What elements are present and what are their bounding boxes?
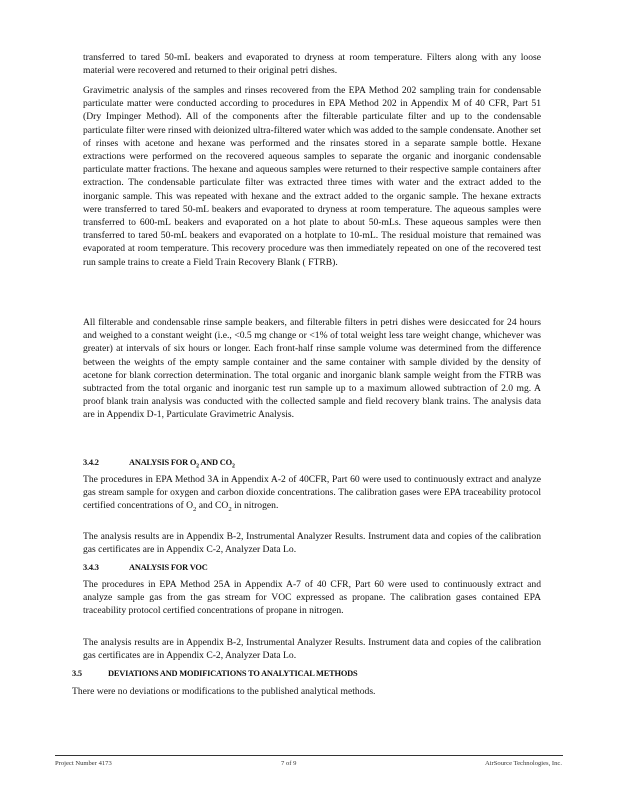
subscript: 2 xyxy=(196,463,199,470)
footer-page-number: 7 of 9 xyxy=(281,760,297,767)
paragraph-filter-transfer: transferred to tared 50-mL beakers and evaporated to dryness at room temperature. Filters along with any loose material were recovered and returned to their original petri dishes. xyxy=(83,52,541,77)
paragraph-method-3a xyxy=(83,473,541,517)
footer-divider xyxy=(55,755,563,756)
paragraph-desiccation: All filterable and condensable rinse sample beakers, and filterable filters in petri dishes were desiccated for 24 hours and weighed to a constant weight (i.e., <0.5 mg change or <1% of total weight less tare weight change, whichever was greater) at intervals of six hours or longer. Each front-half rinse sample volume was determined from the difference between the weights of the empty sample container and the same container with sample divided by the density of acetone for blank correction determination. The total organic and inorganic blank sample weight from the FTRB was subtracted from the total organic and inorganic test run sample up to a maximum allowed subtraction of 2.0 mg. A proof blank train analysis was conducted with the collected sample and field recovery blank trains. The analysis data are in Appendix D-1, Particulate Gravimetric Analysis. xyxy=(83,317,541,421)
text-run: The procedures in EPA Method 3A in Appendix A-2 of 40CFR, Part 60 were used to continuously extract and analyze gas stream sample for oxygen and carbon dioxide concentrations. The calibration gases were EPA traceability protocol certified concentrations of O xyxy=(83,474,541,512)
footer-company: AirSource Technologies, Inc. xyxy=(484,760,562,767)
section-heading-3-5 xyxy=(72,669,357,678)
subscript: 2 xyxy=(231,463,235,470)
section-heading-3-4-2 xyxy=(83,458,235,470)
subscript: 2 xyxy=(193,506,197,514)
paragraph-method-25a: The procedures in EPA Method 25A in Appendix A-7 of 40 CFR, Part 60 were used to continuously extract and analyze sample gas from the gas stream for VOC expressed as propane. The calibration gases contained EPA traceability protocol certified concentrations of propane in nitrogen. xyxy=(83,579,541,617)
section-title: ANALYSIS FOR VOC xyxy=(129,563,208,572)
footer-project-number: Project Number 4173 xyxy=(55,760,112,767)
section-title: DEVIATIONS AND MODIFICATIONS TO ANALYTICAL METHODS xyxy=(108,669,358,678)
paragraph-analysis-results-o2-co2: The analysis results are in Appendix B-2, Instrumental Analyzer Results. Instrument data and copies of the calibration gas certificates are in Appendix C-2, Analyzer Data Lo. xyxy=(83,531,541,556)
text-run: and CO xyxy=(196,500,229,512)
section-number: 3.4.3 xyxy=(83,563,99,572)
section-heading-3-4-3 xyxy=(83,563,208,572)
section-number: 3.4.2 xyxy=(83,458,99,467)
section-title-part: AND CO xyxy=(198,458,232,467)
text-run: in nitrogen. xyxy=(231,500,279,512)
section-title-part: ANALYSIS FOR O xyxy=(129,458,197,467)
subscript: 2 xyxy=(228,506,232,514)
section-number: 3.5 xyxy=(72,669,82,678)
paragraph-analysis-results-voc: The analysis results are in Appendix B-2, Instrumental Analyzer Results. Instrument data and copies of the calibration gas certificates are in Appendix C-2, Analyzer Data Lo. xyxy=(83,637,541,662)
paragraph-no-deviations: There were no deviations or modifications to the published analytical methods. xyxy=(72,686,376,697)
paragraph-gravimetric-analysis: Gravimetric analysis of the samples and rinses recovered from the EPA Method 202 sampling train for condensable particulate matter were conducted according to procedures in EPA Method 202 in Appendix M of 40 CFR, Part 51 (Dry Impinger Method). All of the components after the filterable particulate filter and up to the condensable particulate filter were rinsed with deionized ultra-filtered water which was added to the sample condensate. Another set of rinses with acetone and hexane was performed and the rinsates stored in a separate sample bottle. Hexane extractions were performed on the recovered aqueous samples to separate the organic and inorganic condensable particulate matter fractions. The hexane and aqueous samples were returned to their respective sample containers after extraction. The condensable particulate filter was extracted three times with water and the extract added to the inorganic sample. This was repeated with hexane and the extract added to the organic sample. The hexane extracts were transferred to tared 50-mL beakers and evaporated to dryness at room temperature. The aqueous samples were transferred to 600-mL beakers and evaporated on a hot plate to about 50-mLs. These aqueous samples were then transferred to tared 50-mL beakers and evaporated on a hotplate to 10-mL. The residual moisture that remained was evaporated at room temperature. This recovery procedure was then immediately repeated on one of the recovered test run sample trains to create a Field Train Recovery Blank ( FTRB). xyxy=(83,85,541,268)
